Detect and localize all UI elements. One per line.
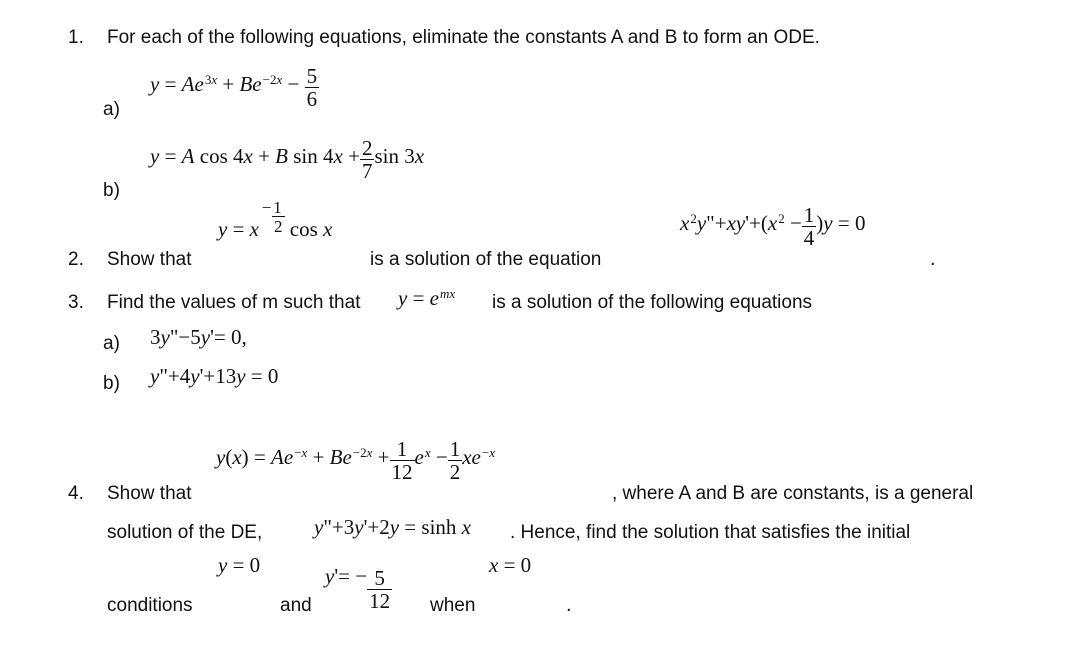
q3-trial-solution: $y = e^{mx}$ <box>398 286 456 310</box>
q4-number: 4. <box>68 483 84 504</box>
q4-initial-y: y = 0 <box>218 553 261 577</box>
q2-period: . <box>930 248 936 270</box>
q3a-equation: 3y"−5y'= 0, <box>150 325 247 349</box>
q3b-label: b) <box>103 373 120 394</box>
q3a-label: a) <box>103 333 120 354</box>
q2-mid-text: is a solution of the equation <box>370 249 602 270</box>
q1-text: For each of the following equations, eliminate the constants A and B to form an ODE. <box>107 27 820 48</box>
q4-when-word: when <box>430 595 476 616</box>
q4-after-equation: , where A and B are constants, is a general <box>612 483 974 504</box>
q1-number: 1. <box>68 27 84 48</box>
q3-number: 3. <box>68 292 84 313</box>
q1b-equation: y = A cos 4x + B sin 4x + $\frac{2}{7}$ sin 3x <box>150 136 425 183</box>
q2-show-that: Show that <box>107 249 192 270</box>
q4-initial-yprime: y'= − $\frac{5}{12}$ <box>325 563 391 613</box>
q2-solution-expression: y = x− 1 2 cos x <box>218 198 333 241</box>
q3-text-before: Find the values of m such that <box>107 292 361 313</box>
q4-differential-equation: y"+3y'+2y = sinh x <box>314 515 471 539</box>
q4-show-that: Show that <box>107 483 192 504</box>
q4-and-word: and <box>280 595 312 616</box>
q4-general-solution: $y(x) = Ae^{-x} + Be^{-2x}$ + $\frac{1}{12}$ $e^x$ − $\frac{1}{2}$ $xe^{-x}$ <box>216 437 495 484</box>
q3-text-after: is a solution of the following equations <box>492 292 813 313</box>
q2-bessel-equation: $x^2y"+xy'+(x^2$ − $\frac{1}{4}$ )y = 0 <box>680 203 866 250</box>
q1a-label: a) <box>103 99 120 120</box>
q1b-label: b) <box>103 180 120 201</box>
q4-conditions-word: conditions <box>107 595 193 616</box>
q3b-equation: y"+4y'+13y = 0 <box>150 364 279 388</box>
q2-number: 2. <box>68 249 84 270</box>
q4-line2-start: solution of the DE, <box>107 522 263 543</box>
q4-initial-x: x = 0 <box>489 553 532 577</box>
q4-period: . <box>566 594 572 616</box>
q1a-equation: $y = Ae^{3x} + Be^{-2x}$ − $\frac{5}{6}$ <box>150 64 318 111</box>
q4-line2-end: . Hence, find the solution that satisfies the initial <box>510 522 911 543</box>
